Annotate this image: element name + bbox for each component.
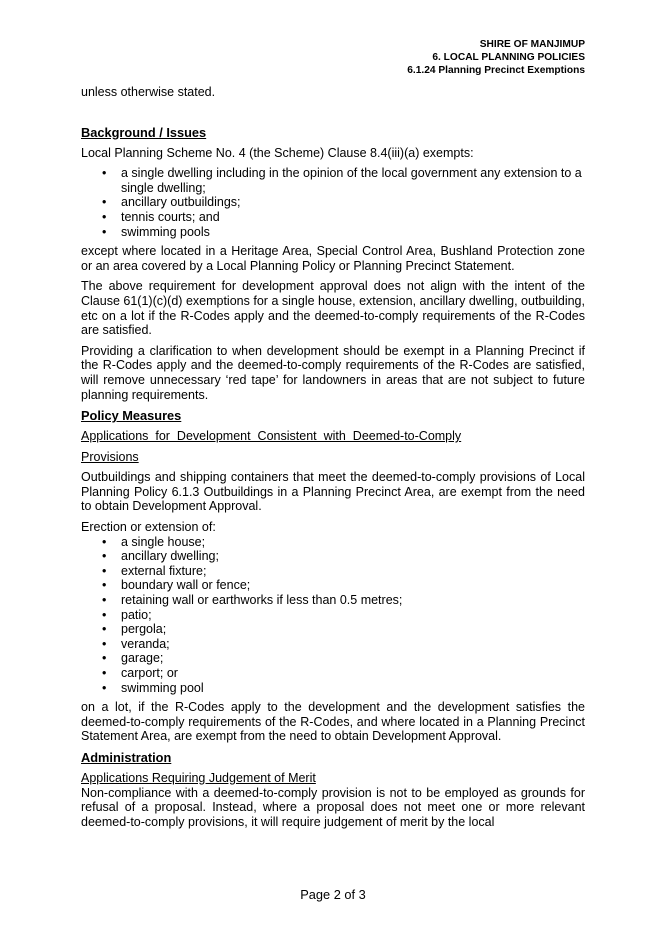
background-paragraph: The above requirement for development approval does not align with the intent of the Clause 61(1)(c)(d) exemptions for a single house, extension, ancillary dwelling, outbuilding, etc on a lot if the R-Codes apply and the deemed-to-comply requirements of the R-Codes are satisfied.: [81, 279, 585, 338]
continued-text: unless otherwise stated.: [81, 85, 216, 99]
header-section: 6. LOCAL PLANNING POLICIES: [432, 52, 585, 63]
document-body: [81, 85, 585, 835]
background-intro: Local Planning Scheme No. 4 (the Scheme) Clause 8.4(iii)(a) exempts:: [81, 145, 474, 160]
list-item: • ancillary dwelling;: [81, 549, 585, 564]
list-item: • swimming pool: [81, 681, 585, 696]
document-header: [407, 38, 585, 77]
document-page: [81, 0, 585, 941]
header-organisation: SHIRE OF MANJIMUP: [479, 39, 585, 50]
policy-subheading: Applications for Development Consistent with Deemed-to-Comply: [81, 429, 462, 444]
development-list: [81, 535, 585, 696]
policy-heading: Policy Measures: [81, 408, 182, 424]
administration-heading: Administration: [81, 749, 172, 765]
list-item: • boundary wall or fence;: [81, 578, 585, 593]
administration-paragraph: Non-compliance with a deemed-to-comply provision is not to be employed as grounds for refusal of a proposal. Instead, where a proposal does not meet one or more relevant deemed-to-comply provisions, it will require judgement of merit by the local: [81, 785, 585, 829]
background-heading: Background / Issues: [81, 124, 207, 140]
list-item: • veranda;: [81, 637, 585, 652]
policy-paragraph: on a lot, if the R-Codes apply to the development and the development satisfies the deemed-to-comply requirements of the R-Codes, and where located in a Planning Precinct Statement Area, are exempt from the need to obtain Development Approval.: [81, 700, 585, 744]
list-item: • ancillary outbuildings;: [81, 195, 585, 210]
list-item: • swimming pools: [81, 225, 585, 240]
policy-paragraph: Outbuildings and shipping containers that meet the deemed-to-comply provisions of Local Planning Policy 6.1.3 Outbuildings in a Planning Precinct Area, are exempt from the need to obtain Development Approval.: [81, 470, 585, 514]
list-item: • garage;: [81, 651, 585, 666]
list-item: • carport; or: [81, 666, 585, 681]
list-item: • pergola;: [81, 622, 585, 637]
provisions-label: Provisions: [81, 449, 139, 464]
list-item: • tennis courts; and: [81, 210, 585, 225]
list-item: • retaining wall or earthworks if less than 0.5 metres;: [81, 593, 585, 608]
background-paragraph: except where located in a Heritage Area, Special Control Area, Bushland Protection zone or an area covered by a Local Planning Policy or Planning Precinct Statement.: [81, 244, 585, 273]
list-item: • external fixture;: [81, 564, 585, 579]
page-number: Page 2 of 3: [300, 887, 366, 902]
list-item: • a single house;: [81, 535, 585, 550]
administration-subheading: Applications Requiring Judgement of Merit: [81, 770, 316, 785]
exemption-list: [81, 166, 585, 239]
background-paragraph: Providing a clarification to when development should be exempt in a Planning Precinct if the R-Codes apply and the deemed-to-comply requirements of the R-Codes are satisfied, will remove unnecessary ‘red tape’ for landowners in areas that are not subject to future planning requirements.: [81, 343, 585, 402]
erection-intro: Erection or extension of:: [81, 520, 216, 535]
header-policy-title: 6.1.24 Planning Precinct Exemptions: [407, 65, 585, 76]
list-item: • a single dwelling including in the opinion of the local government any extension to a single dwelling;: [81, 166, 585, 195]
list-item: • patio;: [81, 608, 585, 623]
